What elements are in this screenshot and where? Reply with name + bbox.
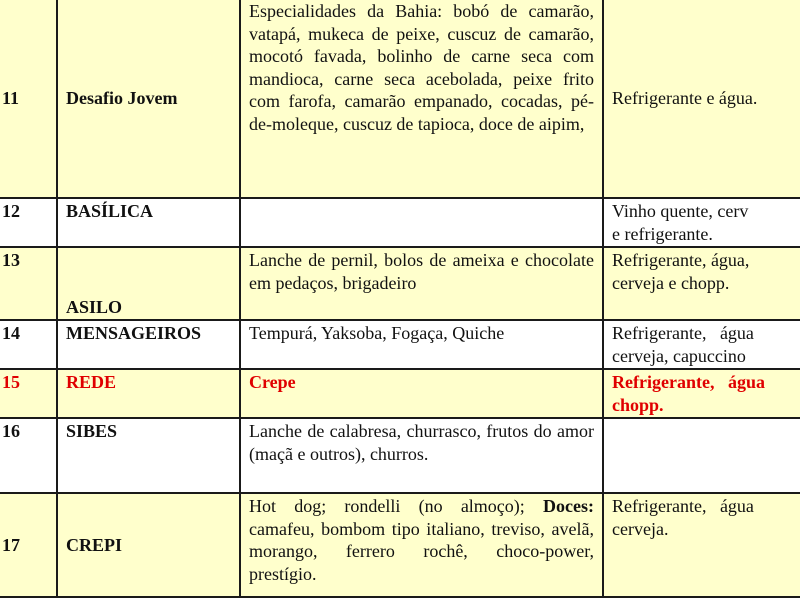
drinks-line: e refrigerante.: [612, 223, 713, 244]
drinks-cell: [603, 320, 800, 369]
drinks-cell: [603, 247, 800, 320]
drinks-cell: [603, 369, 800, 418]
table-row: [0, 320, 800, 369]
row-number: 11: [0, 0, 57, 198]
food-cell: Crepe: [240, 369, 603, 418]
drinks-line: Vinho quente, cerv: [612, 201, 749, 221]
drinks-cell: [603, 198, 800, 247]
drinks-text: Refrigerante e água.: [612, 87, 758, 108]
food-cell: [240, 493, 603, 597]
sweets-label: Doces:: [543, 496, 594, 516]
food-cell: Lanche de pernil, bolos de ameixa e chocolate em pedaços, brigadeiro: [240, 247, 603, 320]
food-cell: Lanche de calabresa, churrasco, frutos do amor (maçã e outros), churros.: [240, 418, 603, 493]
booth-name: Desafio Jovem: [57, 0, 240, 198]
food-text: Hot dog; rondelli (no almoço);: [249, 496, 525, 516]
booth-name: ASILO: [57, 247, 240, 320]
food-cell: Tempurá, Yaksoba, Fogaça, Quiche: [240, 320, 603, 369]
drinks-line: Refrigerante, água: [612, 323, 754, 343]
drinks-line: Refrigerante, água,: [612, 250, 750, 270]
drinks-line: cerveja.: [612, 518, 669, 539]
food-cell: Especialidades da Bahia: bobó de camarão, vatapá, mukeca de peixe, cuscuz de camarão, mocotó favada, bolinho de carne seca com mandioca, carne seca acebolada, peixe frito com farofa, camarão empanado, cocadas, pé-de-moleque, cuscuz de tapioca, doce de aipim,: [240, 0, 603, 198]
drinks-cell: [603, 0, 800, 198]
drinks-cell: [603, 493, 800, 597]
drinks-line: cerveja, capuccino: [612, 345, 746, 366]
drinks-line: Refrigerante, água: [612, 372, 765, 392]
booth-name: SIBES: [57, 418, 240, 493]
row-number: 13: [0, 247, 57, 320]
table-row: [0, 369, 800, 418]
row-number: 16: [0, 418, 57, 493]
row-number: 14: [0, 320, 57, 369]
booth-name: BASÍLICA: [57, 198, 240, 247]
food-cell: [240, 198, 603, 247]
drinks-line: cerveja e chopp.: [612, 272, 730, 293]
row-number: 12: [0, 198, 57, 247]
table-row: [0, 418, 800, 493]
table-row: [0, 198, 800, 247]
booth-name: MENSAGEIROS: [57, 320, 240, 369]
sweets-text: camafeu, bombom tipo italiano, treviso, avelã, morango, ferrero rochê, choco-power, prestígio.: [249, 518, 594, 584]
table-row: [0, 493, 800, 597]
drinks-line: chopp.: [612, 394, 664, 415]
row-number: 17: [0, 493, 57, 597]
table-row: [0, 247, 800, 320]
booth-name: CREPI: [57, 493, 240, 597]
table-row: [0, 0, 800, 198]
drinks-cell: [603, 418, 800, 493]
booth-name: REDE: [57, 369, 240, 418]
drinks-line: Refrigerante, água: [612, 496, 754, 516]
row-number: 15: [0, 369, 57, 418]
